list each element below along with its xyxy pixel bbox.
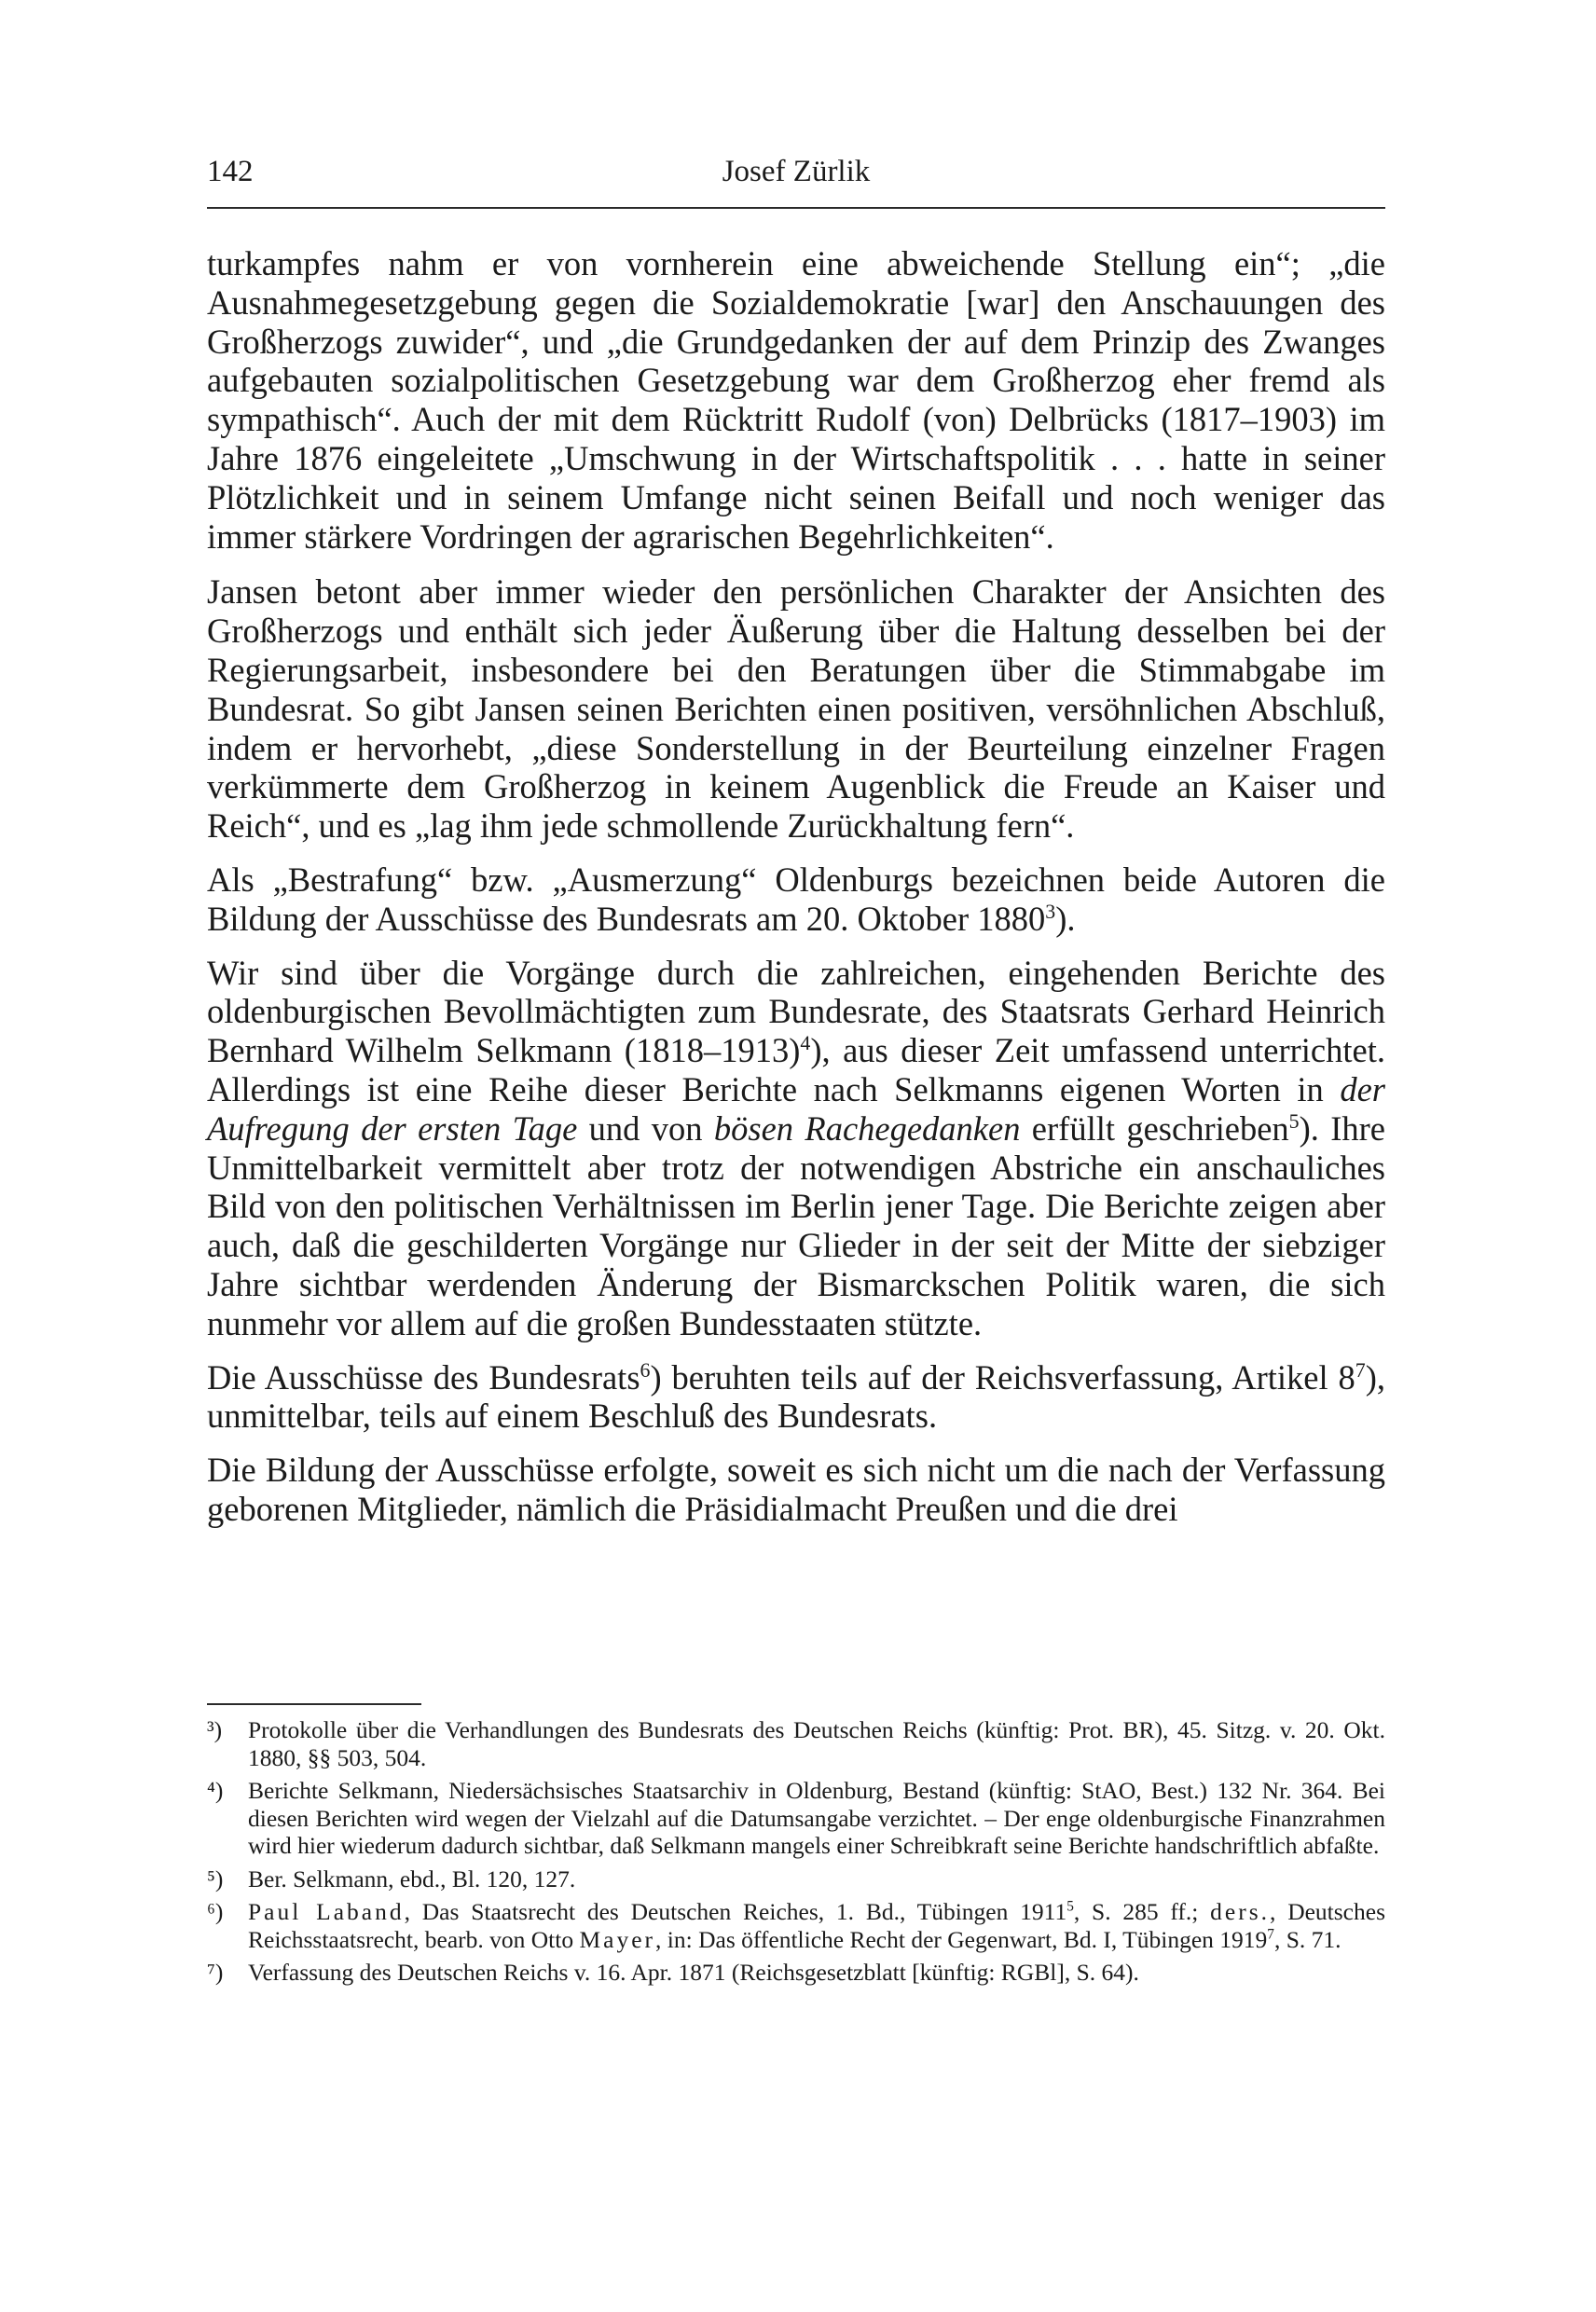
- footnote-text-part: , in: Das öffentliche Recht der Gegenwart, Bd. I, Tübingen 1919: [655, 1925, 1268, 1953]
- footnote-rule: [207, 1703, 421, 1705]
- book-page: [207, 0, 1385, 2312]
- footnote-text-part: , S. 285 ff.;: [1073, 1898, 1211, 1925]
- footnote-author: ders.: [1210, 1898, 1271, 1925]
- footnote-mark: ⁵): [207, 1865, 224, 1892]
- footnote-text: Protokolle über die Verhandlungen des Bundesrats des Deutschen Reichs (künftig: Prot. BR), 45. Sitzg. v. 20. Okt. 1880, §§ 503, 504.: [248, 1716, 1385, 1771]
- footnote-ref-7[interactable]: 7: [1355, 1357, 1366, 1382]
- footnote-7: [207, 1959, 1385, 1987]
- paragraph-4-part-e: ). Ihre Unmittelbarkeit vermittelt aber trotz der notwendigen Abstriche ein anschauliches Bild von den politischen Verhältnissen im Berlin jener Tage. Die Berichte zeigen aber auch, daß die geschilderten Vorgänge nur Glieder in der seit der Mitte der siebziger Jahre sichtbar werdenden Änderung der Bismarckschen Politik waren, die sich nunmehr vor allem auf die großen Bundesstaaten stützte.: [207, 1108, 1386, 1342]
- footnote-text: Ber. Selkmann, ebd., Bl. 120, 127.: [248, 1865, 576, 1892]
- footnote-author: Paul Laband: [248, 1898, 405, 1925]
- footnotes: [207, 1716, 1385, 1992]
- paragraph-1: turkampfes nahm er von vornherein eine abweichende Stellung ein“; „die Ausnahmegesetzgebung gegen die Sozialdemokratie [war] den Anschauungen des Großherzogs zuwider“, und „die Grundgedanken der auf dem Prinzip des Zwanges aufgebauten sozialpolitischen Gesetzgebung war dem Großherzog eher fremd als sympathisch“. Auch der mit dem Rücktritt Rudolf (von) Delbrücks (1817–1903) im Jahre 1876 eingeleitete „Umschwung in der Wirtschaftspolitik . . . hatte in seiner Plötzlichkeit und in seinem Umfange nicht seinen Beifall und noch weniger das immer stärkere Vordringen der agrarischen Begehrlichkeiten“.: [207, 244, 1385, 556]
- header-rule: [207, 207, 1385, 209]
- paragraph-3-end: ).: [1055, 899, 1076, 938]
- running-head: [207, 155, 1385, 201]
- footnote-ref-3[interactable]: 3: [1045, 899, 1056, 923]
- footnote-ref-6[interactable]: 6: [640, 1357, 651, 1382]
- paragraph-3: [207, 860, 1385, 939]
- paragraph-5: [207, 1358, 1385, 1437]
- footnote-3: [207, 1716, 1385, 1771]
- footnote-text: Verfassung des Deutschen Reichs v. 16. Apr. 1871 (Reichsgesetzblatt [künftig: RGBl], S. 64).: [248, 1959, 1139, 1986]
- footnote-author: Mayer: [579, 1925, 656, 1953]
- page-number: 142: [207, 155, 254, 188]
- footnote-mark: ⁷): [207, 1959, 224, 1986]
- paragraph-4-part-b: ), aus dieser Zeit umfassend unterrichtet. Allerdings ist eine Reihe dieser Berichte nach Selkmanns eigenen Worten in: [207, 1031, 1385, 1108]
- footnote-5: [207, 1865, 1385, 1893]
- footnote-mark: ⁴): [207, 1777, 224, 1804]
- footnote-mark: ³): [207, 1716, 223, 1743]
- paragraph-5-part-c: ), unmittelbar, teils auf einem Beschluß des Bundesrats.: [207, 1357, 1385, 1436]
- paragraph-4-part-c: und von: [577, 1108, 714, 1148]
- footnote-6: [207, 1898, 1385, 1953]
- footnote-text-part: , Deutsches Reichsstaatsrecht, bearb. von Otto: [248, 1898, 1385, 1953]
- edition-superscript: 7: [1267, 1926, 1274, 1942]
- paragraph-4: [207, 954, 1385, 1343]
- paragraph-3-text: Als „Bestrafung“ bzw. „Ausmerzung“ Oldenburgs bezeichnen beide Autoren die Bildung der Ausschüsse des Bundesrats am 20. Oktober 1880: [207, 860, 1385, 938]
- italic-quote-2: bösen Rachegedanken: [713, 1108, 1021, 1148]
- paragraph-5-part-a: Die Ausschüsse des Bundesrats: [207, 1357, 640, 1397]
- edition-superscript: 5: [1066, 1898, 1074, 1915]
- paragraph-4-part-a: Wir sind über die Vorgänge durch die zahlreichen, eingehenden Berichte des oldenburgischen Bevollmächtigten zum Bundesrate, des Staatsrats Gerhard Heinrich Bernhard Wilhelm Selkmann (1818–1913): [207, 953, 1385, 1070]
- footnote-4: [207, 1777, 1385, 1860]
- footnote-text-part: , S. 71.: [1273, 1925, 1341, 1953]
- paragraph-2: Jansen betont aber immer wieder den persönlichen Charakter der Ansichten des Großherzogs und enthält sich jeder Äußerung über die Haltung desselben bei der Regierungsarbeit, insbesondere bei den Beratungen über die Stimmabgabe im Bundesrat. So gibt Jansen seinen Berichten einen positiven, versöhnlichen Abschluß, indem er hervorhebt, „diese Sonderstellung in der Beurteilung einzelner Fragen verkümmerte dem Großherzog in keinem Augenblick die Freude an Kaiser und Reich“, und es „lag ihm jede schmollende Zurückhaltung fern“.: [207, 572, 1385, 846]
- footnote-text: [248, 1898, 1385, 1953]
- paragraph-4-part-d: erfüllt geschrieben: [1020, 1108, 1289, 1148]
- paragraph-5-part-b: ) beruhten teils auf der Reichsverfassung, Artikel 8: [650, 1357, 1355, 1397]
- footnote-ref-4[interactable]: 4: [800, 1030, 811, 1054]
- footnote-mark: ⁶): [207, 1898, 224, 1925]
- italic-quote-1: der Aufregung der ersten Tage: [207, 1069, 1385, 1148]
- running-title: Josef Zürlik: [722, 155, 871, 188]
- footnote-text: Berichte Selkmann, Niedersächsisches Staatsarchiv in Oldenburg, Bestand (künftig: StAO, Best.) 132 Nr. 364. Bei diesen Berichten wird wegen der Vielzahl auf die Datumsangabe verzichtet. – Der enge oldenburgische Finanzrahmen wird hier wiederum dadurch sichtbar, daß Selkmann mangels einer Schreibkraft seine Berichte handschriftlich abfaßte.: [248, 1777, 1385, 1859]
- footnote-text-part: , Das Staatsrecht des Deutschen Reiches, 1. Bd., Tübingen 1911: [404, 1898, 1067, 1925]
- body-text: [207, 244, 1385, 1544]
- footnote-ref-5[interactable]: 5: [1288, 1108, 1300, 1133]
- paragraph-6: Die Bildung der Ausschüsse erfolgte, soweit es sich nicht um die nach der Verfassung geborenen Mitglieder, nämlich die Präsidialmacht Preußen und die drei: [207, 1451, 1385, 1528]
